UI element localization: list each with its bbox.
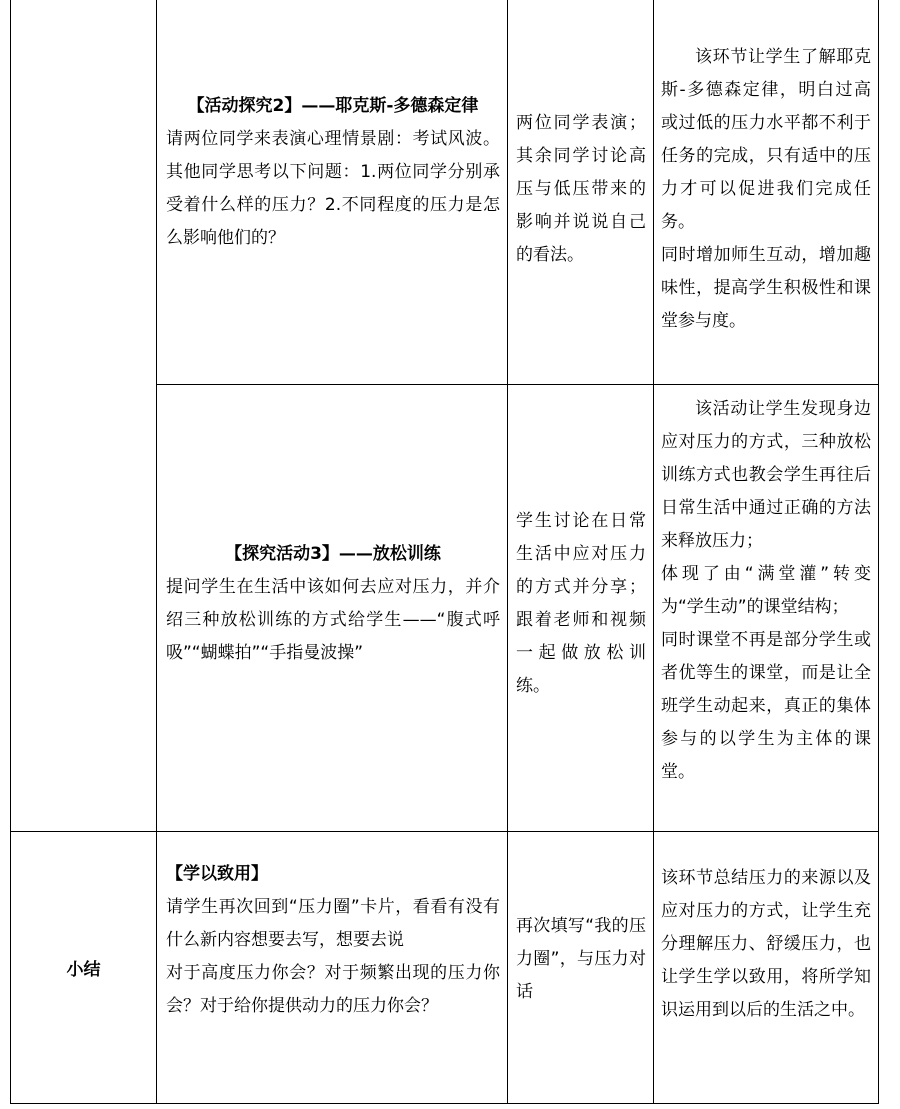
row-divider-1 bbox=[156, 384, 879, 385]
row3-activity-cell bbox=[166, 858, 500, 1023]
row3-design-intent-cell bbox=[661, 862, 871, 1027]
row1-activity-body: 请两位同学来表演心理情景剧：考试风波。其他同学思考以下问题：1.两位同学分别承受着什么样的压力？2.不同程度的压力是怎么影响他们的？ bbox=[166, 129, 500, 248]
row1-design-intent-p1: 该环节让学生了解耶克斯-多德森定律，明白过高或过低的压力水平都不利于任务的完成，只有适中的压力才可以促进我们完成任务。 bbox=[661, 47, 871, 232]
row2-design-intent-p2: 体现了由“满堂灌”转变为“学生动”的课堂结构； bbox=[661, 564, 871, 617]
row3-student-activity: 再次填写“我的压力圈”，与压力对话 bbox=[516, 916, 646, 1002]
row3-student-activity-cell bbox=[516, 910, 646, 1009]
row2-student-activity-cell bbox=[516, 505, 646, 703]
row1-design-intent-cell bbox=[661, 41, 871, 338]
row1-student-activity: 两位同学表演；其余同学讨论高压与低压带来的影响并说说自己的看法。 bbox=[516, 113, 646, 265]
row2-design-intent-cell bbox=[661, 393, 871, 789]
row1-activity-cell bbox=[166, 90, 500, 255]
row3-activity-body-p2: 对于高度压力你会？对于频繁出现的压力你会？对于给你提供动力的压力你会？ bbox=[166, 963, 500, 1016]
row2-design-intent-p1: 该活动让学生发现身边应对压力的方式，三种放松训练方式也教会学生再往后日常生活中通过正确的方法来释放压力； bbox=[661, 399, 871, 551]
row3-design-intent-p1: 该环节总结压力的来源以及应对压力的方式，让学生充分理解压力、舒缓压力，也让学生学以致用，将所学知识运用到以后的生活之中。 bbox=[661, 868, 871, 1020]
column-divider-1 bbox=[156, 0, 157, 1104]
row2-activity-heading: 【探究活动3】——放松训练 bbox=[225, 544, 441, 564]
row3-activity-body-p1: 请学生再次回到“压力圈”卡片，看看有没有什么新内容想要去写，想要去说 bbox=[166, 897, 500, 950]
row2-design-intent-p3: 同时课堂不再是部分学生或者优等生的课堂，而是让全班学生动起来，真正的集体参与的以学生为主体的课堂。 bbox=[661, 630, 871, 782]
table-border-right bbox=[878, 0, 879, 1104]
row3-section-label: 小结 bbox=[66, 960, 101, 980]
row3-activity-heading: 【学以致用】 bbox=[166, 864, 268, 884]
row2-activity-body: 提问学生在生活中该如何去应对压力，并介绍三种放松训练的方式给学生——“腹式呼吸”“蝴蝶拍”“手指曼波操” bbox=[166, 577, 500, 663]
row1-student-activity-cell bbox=[516, 107, 646, 272]
row2-student-activity: 学生讨论在日常生活中应对压力的方式并分享；跟着老师和视频一起做放松训练。 bbox=[516, 511, 646, 696]
row2-activity-cell bbox=[166, 538, 500, 670]
table-border-bottom bbox=[10, 1103, 879, 1104]
row1-design-intent-p2: 同时增加师生互动，增加趣味性，提高学生积极性和课堂参与度。 bbox=[661, 245, 871, 331]
column-divider-3 bbox=[653, 0, 654, 1104]
column-divider-2 bbox=[507, 0, 508, 1104]
row1-activity-heading: 【活动探究2】——耶克斯-多德森定律 bbox=[187, 96, 479, 116]
